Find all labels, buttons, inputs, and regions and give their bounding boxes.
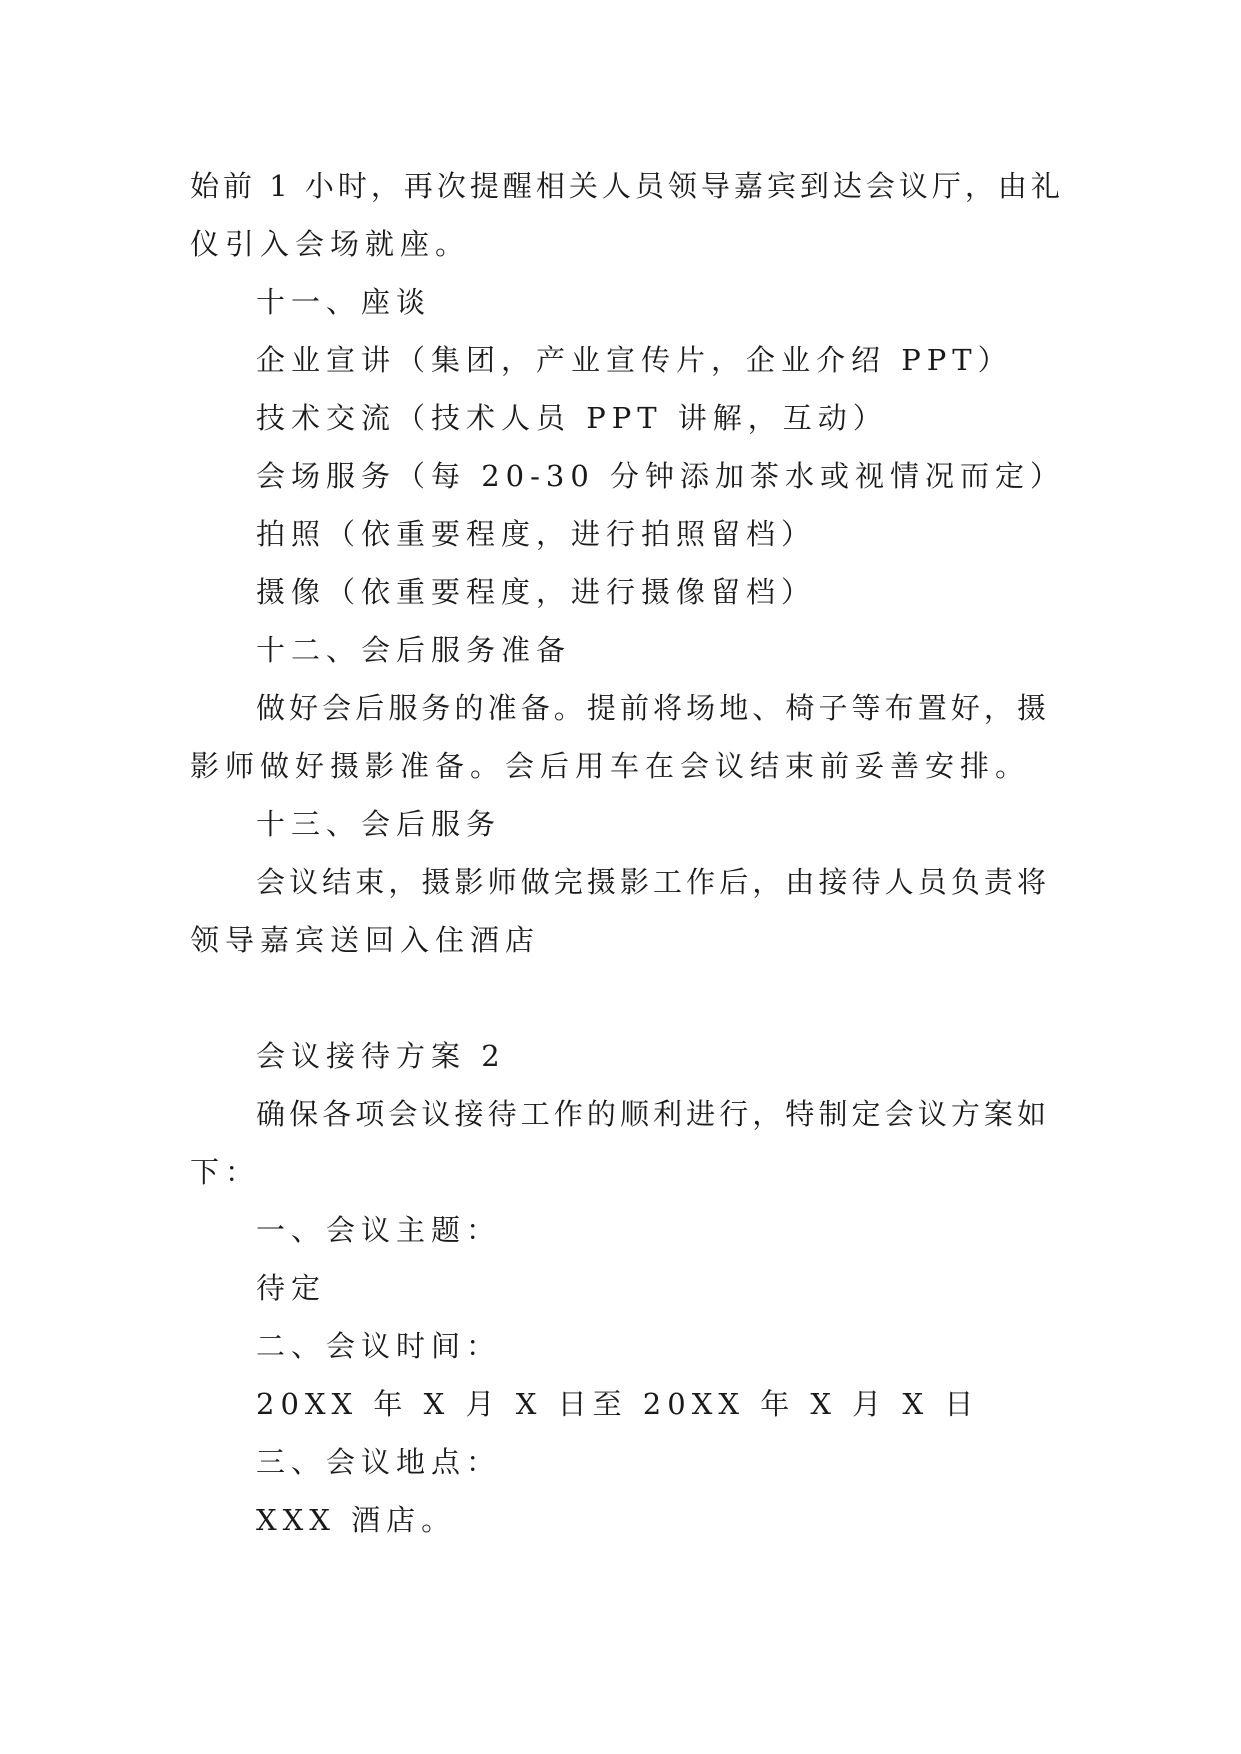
paragraph-line: 待定 (256, 1271, 327, 1305)
paragraph-line: 会场服务（每 20-30 分钟添加茶水或视情况而定） (256, 459, 1066, 493)
section-heading: 十一、座谈 (256, 285, 432, 319)
paragraph-line: 仪引入会场就座。 (190, 227, 471, 261)
paragraph-line: 技术交流（技术人员 PPT 讲解，互动） (256, 401, 888, 435)
paragraph-line: 20XX 年 X 月 X 日至 20XX 年 X 月 X 日 (256, 1387, 980, 1421)
document-title: 会议接待方案 2 (256, 1039, 506, 1073)
section-heading: 二、会议时间： (256, 1329, 502, 1363)
paragraph-line: 领导嘉宾送回入住酒店 (190, 923, 541, 957)
paragraph-line: 下： (190, 1155, 261, 1189)
paragraph-line: 企业宣讲（集团，产业宣传片，企业介绍 PPT） (256, 343, 1013, 377)
paragraph-line: 摄像（依重要程度，进行摄像留档） (256, 575, 817, 609)
paragraph-line: 确保各项会议接待工作的顺利进行，特制定会议方案如 (256, 1097, 1050, 1131)
section-heading: 十三、会后服务 (256, 807, 502, 841)
paragraph-line: XXX 酒店。 (256, 1503, 457, 1537)
paragraph-line: 影师做好摄影准备。会后用车在会议结束前妥善安排。 (190, 749, 1031, 783)
section-heading: 一、会议主题： (256, 1213, 502, 1247)
paragraph-line: 始前 1 小时，再次提醒相关人员领导嘉宾到达会议厅，由礼 (190, 169, 1064, 203)
section-heading: 三、会议地点： (256, 1445, 502, 1479)
paragraph-line: 做好会后服务的准备。提前将场地、椅子等布置好，摄 (256, 691, 1050, 725)
paragraph-line: 拍照（依重要程度，进行拍照留档） (256, 517, 817, 551)
paragraph-line: 会议结束，摄影师做完摄影工作后，由接待人员负责将 (256, 865, 1050, 899)
section-heading: 十二、会后服务准备 (256, 633, 572, 667)
